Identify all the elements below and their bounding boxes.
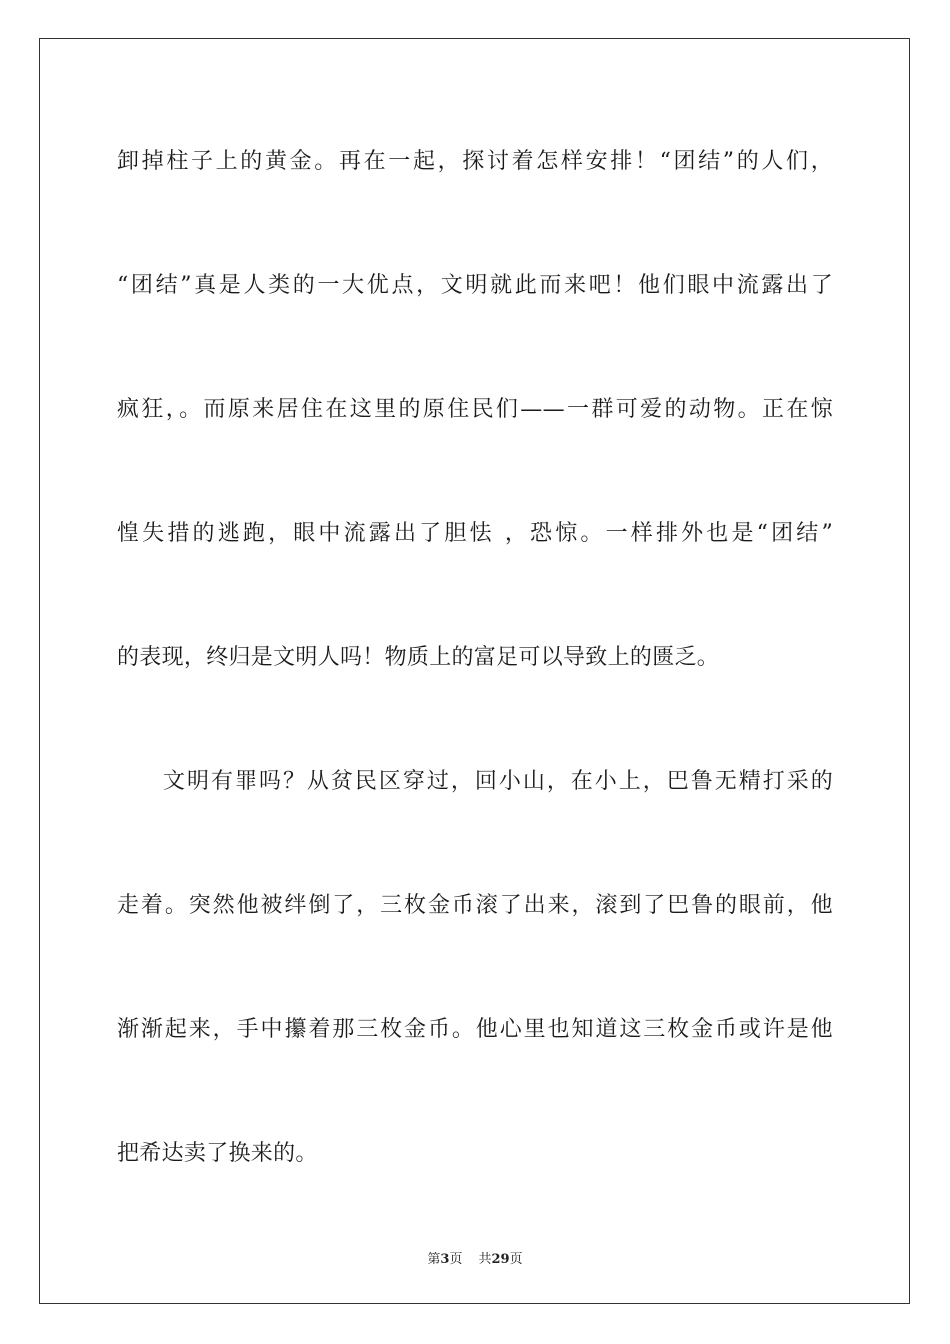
text-line-7: 走着。突然他被绊倒了，三枚金币滚了出来，滚到了巴鲁的眼前，他: [117, 893, 833, 918]
page-footer: [0, 1248, 950, 1267]
text-line-9: 把希达卖了换来的。: [117, 1141, 318, 1166]
text-line-8: 渐渐起来，手中攥着那三枚金币。他心里也知道这三枚金币或许是他: [117, 1017, 833, 1042]
total-label-prefix: 共: [478, 1252, 492, 1267]
text-line-5: 的表现，终归是文明人吗！物质上的富足可以导致上的匮乏。: [117, 645, 720, 670]
text-line-1: 卸掉柱子上的黄金。再在一起，探讨着怎样安排！“团结”的人们，: [117, 149, 833, 174]
total-label-suffix: 页: [509, 1252, 523, 1267]
text-line-3: 疯狂，。而原来居住在这里的原住民们——一群可爱的动物。正在惊: [117, 397, 833, 422]
page-label-suffix: 页: [449, 1252, 463, 1267]
page-number: 3: [440, 1252, 450, 1267]
page-label-prefix: 第: [427, 1252, 441, 1267]
text-line-6: 文明有罪吗？从贫民区穿过，回小山，在小上，巴鲁无精打采的: [163, 769, 833, 794]
text-line-2: “团结”真是人类的一大优点，文明就此而来吧！他们眼中流露出了: [117, 273, 833, 298]
total-pages: 29: [491, 1252, 510, 1267]
text-line-4: 惶失措的逃跑，眼中流露出了胆怯 ，恐惊。一样排外也是“团结”: [117, 521, 833, 546]
document-body: [117, 100, 833, 1216]
